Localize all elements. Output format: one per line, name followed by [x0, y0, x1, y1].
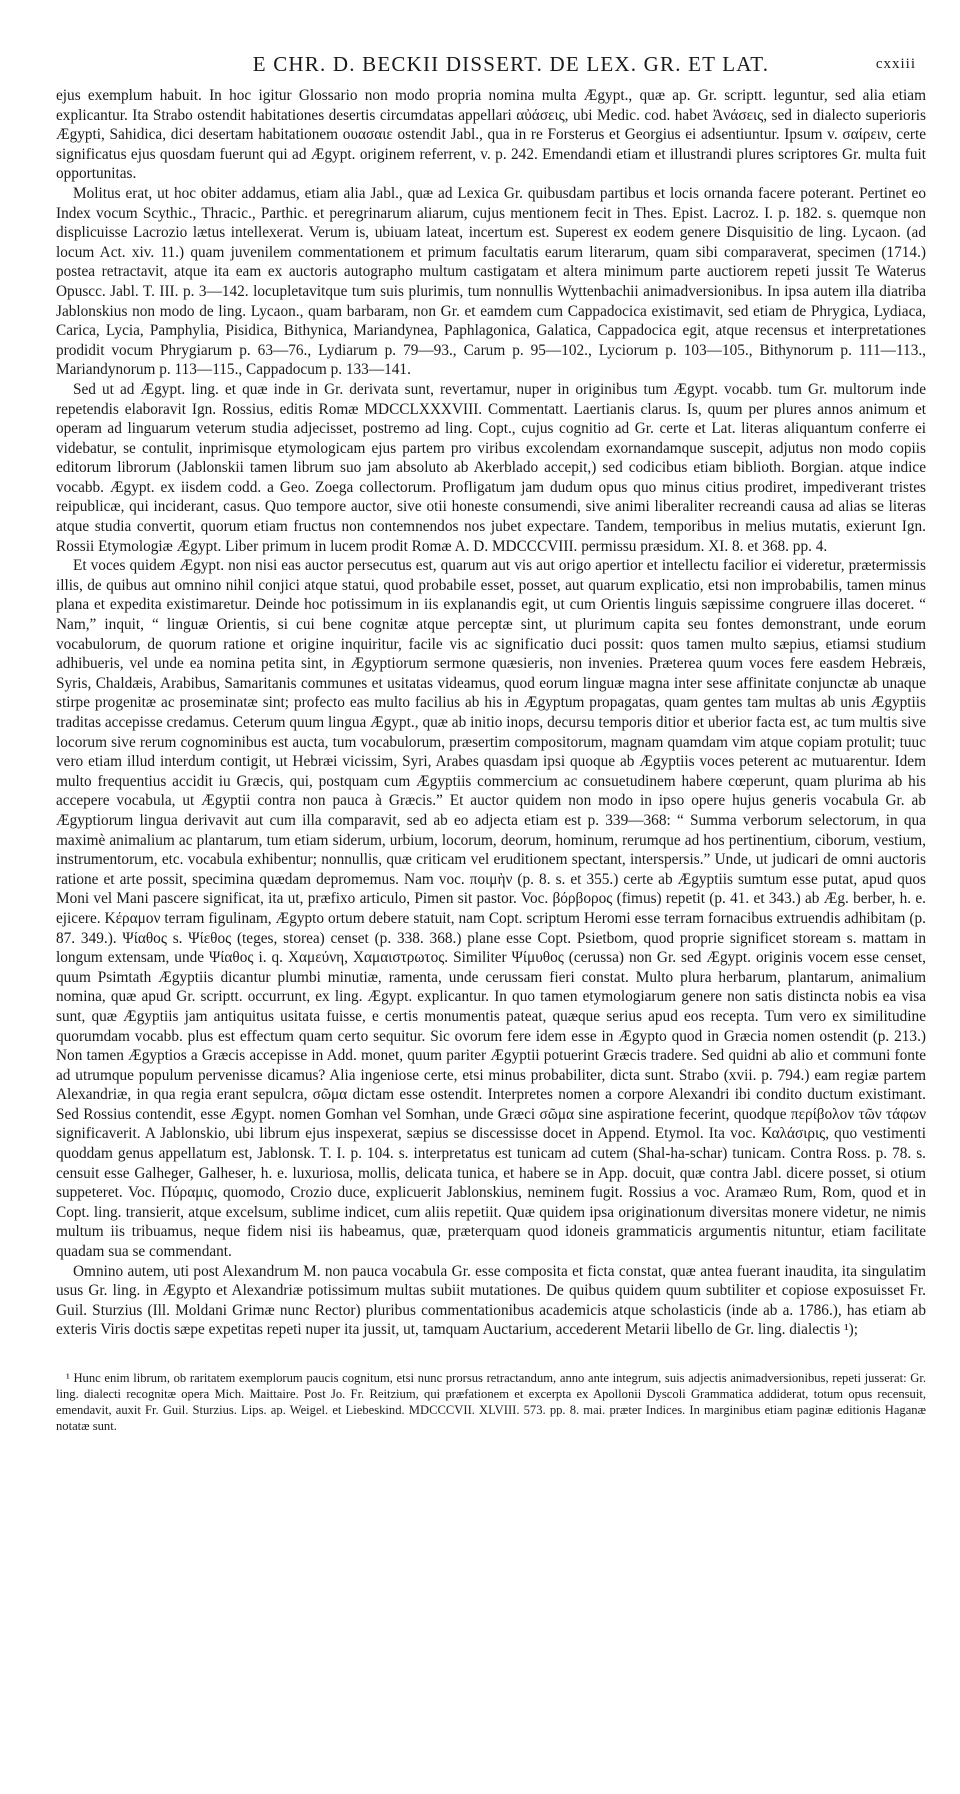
paragraph-4: Et voces quidem Ægypt. non nisi eas auctor persecutus est, quarum aut vis aut origo apertior et intellectu facilior ei videretur, prætermissis illis, de quibus aut omnino nihil conjici atque statui, quod probabile esset, posset, aut quarum explicatio, etsi non improbabilis, tamen minus plana et expedita existimaretur. Deinde hoc potissimum in iis explanandis egit, ut cum Orientis linguis sæpissime congruere illas doceret. “ Nam,” inquit, “ linguæ Orientis, si cui bene cognitæ atque perceptæ sint, ut plurimum capita seu fontes demonstrant, unde eorum vocabulorum, de quorum ratione et origine inquiritur, facile vis ac significatio duci possit: quos tamen multo sæpius, etiamsi studium adhibueris, vel unde ea nomina petita sint, in Ægyptiorum sermone quæsieris, non invenies. Præterea quum voces fere easdem Hebræis, Syris, Chaldæis, Arabibus, Samaritanis communes et usitatas videamus, quod eorum linguæ magna inter sese affinitate conjunctæ ab unaque stirpe progenitæ ac proseminatæ sint; profecto eas multo facilius ab his in Ægyptum propagatas, quam gentes tam multas ab unis Ægyptiis traditas accepisse credamus. Ceterum quum lingua Ægypt., quæ ab initio inops, decursu temporis ditior et uberior facta est, ac tum multis sive locorum sive rerum cognominibus est aucta, tum vocabulorum, præsertim compositorum, magnam quamdam vim atque copiam protulit; tuuc vero etiam illud interdum contigit, ut Hebræi vicissim, Syri, Arabes quasdam ipsi quoque ab Ægyptiis voces peterent ac mutuarentur. Idem multo frequentius accidit iu Græcis, qui, postquam cum Ægyptiis commercium ac consuetudinem habere cœperunt, quam plurima ab his accepere vocabula, ut Ægyptii contra non pauca à Græcis.” Et auctor quidem non modo in ipso opere hujus generis vocabula Gr. ab Ægyptiorum lingua derivavit aut cum illa comparavit, sed ab eo adjecta etiam est p. 339—368: “ Summa verborum selectorum, in qua maximè animalium ac plantarum, tum etiam siderum, urbium, locorum, deorum, hominum, rerumque ad hos pertinentium, ciborum, vestium, instrumentorum, etc. vocabula exhibentur; nonnullis, quæ criticam vel eruditionem spectant, interspersis.” Unde, ut judicari de omni auctoris ratione et arte possit, specimina quædam depromemus. Nam voc. ποιμὴν (p. 8. s. et 355.) certe ab Ægyptiis sumtum esse putat, apud quos Moni vel Mani pascere significat, ita ut, præfixo articulo, Pimen sit pastor. Voc. βόρβορος (fimus) repetit (p. 41. et 343.) ab Æg. berber, h. e. ejicere. Κέραμον terram figulinam, Ægypto ortum debere statuit, nam Copt. scriptum Heromi esse terram fornacibus extruendis adhibitam (p. 87. 349.). Ψίαθος s. Ψίεθος (teges, storea) censet (p. 338. 368.) plane esse Copt. Psietbom, quod proprie significet stoream s. mattam in longum extensam, unde Ψίαθος i. q. Χαμεύνη, Χαμαιστρωτος. Similiter Ψίμυθος (cerussa) non Gr. sed Ægypt. originis vocem esse censet, quum Psimtath Ægyptiis dicantur plumbi minutiæ, ramenta, unde cerussam fieri constat. Multo plura herbarum, plantarum, animalium nomina, quæ apud Gr. scriptt. occurrunt, ex ling. Ægypt. explicantur. In quo tamen etymologiarum genere non satis distincta nobis ea visa sunt, quæ Ægyptiis jam antiquitus usitata fuisse, e certis monumentis pateat, quæque serius apud eos recepta. Tum vero ex similitudine quorumdam vocabb. plus est effectum quam certo sequitur. Sic ovorum fere idem esse in Ægypto quod in Græcia nomen ostendit (p. 213.) Non tamen Ægyptios a Græcis accepisse in Add. monet, quum pariter Ægyptii potuerint Græcis tradere. Sed quidni ab alio et communi fonte ad utrumque populum pervenisse dicamus? Alia ingeniose certe, etsi minus probabiliter, dicta sunt. Strabo (xvii. p. 794.) eam regiæ partem Alexandriæ, in qua regia erant sepulcra, σῶμα dictam esse ostendit. Interpretes nomen a corpore Alexandri ibi condito ductum existimant. Sed Rossius contendit, esse Ægypt. nomen Gomhan vel Somhan, unde Græci σῶμα sine aspiratione fecerint, quodque περίβολον τῶν τάφων significaverit. A Jablonskio, ubi librum ejus inspexerat, sæpius se discessisse docet in Append. Etymol. Ita voc. Καλάσιρις, quo vestimenti quoddam genus appellatum est, Jablonsk. T. I. p. 104. s. interpretatus est tunicam ad cutem (Shal-ha-schar) tunicam. Contra Ross. p. 78. s. censuit esse Galheger, Galheser, h. e. luxuriosa, mollis, delicata tunica, et habere se in App. docuit, quæ contra Jabl. dicere posset, si otium suppeteret. Voc. Πύραμις, quomodo, Crozio duce, explicuerit Jablonskius, neminem fugit. Rossius a voc. Aramæo Rum, Rom, quod et in Copt. ling. transierit, atque excelsum, sublime indicet, cum aliis repetiit. Quæ quidem ipsa originationum diversitas monere videtur, ne nimis multum iis tribuamus, neque fidem nisi iis habeamus, quæ, præterquam quod idoneis grammaticis argumentis nituntur, etiam facilitate quadam sua se commendant.: [56, 557, 926, 1261]
body-text: [56, 86, 926, 1340]
page-number: cxxiii: [875, 56, 916, 72]
paragraph-5: Omnino autem, uti post Alexandrum M. non pauca vocabula Gr. esse composita et ficta constat, quæ antea fuerant inaudita, ita singulatim usus Gr. ling. in Ægypto et Alexandriæ potissimum multas subiit mutationes. De quibus quidem quum subtiliter et copiose exposuisset Fr. Guil. Sturzius (Ill. Moldani Grimæ nunc Rector) pluribus commentationibus academicis atque scholasticis (inde ab a. 1786.), has etiam ab exteris Viris doctis sæpe expetitas repeti nuper ita jussit, ut, tamquam Auctarium, accederent Metarii libello de Gr. ling. dialectis ¹);: [56, 1262, 926, 1339]
paragraph-1: ejus exemplum habuit. In hoc igitur Glossario non modo propria nomina multa Ægypt., quæ ap. Gr. scriptt. leguntur, sed alia etiam explicantur. Ita Strabo ostendit habitationes desertis circumdatas appellari αὐάσεις, ubi Medic. cod. habet Ἀνάσεις, sed in dialecto superioris Ægypti, Sahidica, dici desertam habitationem ουασαιε ostendit Jabl., qua in re Forsterus et Georgius ei adsentiuntur. Ipsum v. σαίρειν, certe significatus ejus quosdam fuerunt qui ad Ægypt. originem referrent, v. p. 242. Emendandi etiam et illustrandi plures scriptores Gr. multa fuit opportunitas.: [56, 87, 926, 183]
running-head: [56, 52, 926, 86]
running-title: E CHR. D. BECKII DISSERT. DE LEX. GR. ET LAT.: [252, 52, 770, 76]
paragraph-3: Sed ut ad Ægypt. ling. et quæ inde in Gr. derivata sunt, revertamur, nuper in originibus tum Ægypt. vocabb. tum Gr. multorum inde repetendis elaboravit Ign. Rossius, editis Romæ MDCCLXXXVIII. Commentatt. Laertianis clarus. Is, quum per plures annos animum et operam ad linguarum veterum studia adjecisset, postremo ad ling. Copt., cujus cognitio ad Gr. certe et Lat. literas aliquantum conferre ei videbatur, se contulit, inprimisque etymologicam ejus partem pro viribus excolendam exornandamque suscepit, adjutus non modo copiis editorum librorum (Jablonskii tamen librum suo jam absoluto ab Akerblado accepit,) sed codicibus etiam biblioth. Borgian. atque indice vocabb. Ægypt. ex iisdem codd. a Geo. Zoega collectorum. Profligatum jam dudum opus quo minus citius prodiret, impediverant tristes reipublicæ, qui inciderant, casus. Quo tempore auctor, sive otii honeste consumendi, sive animi liberaliter recreandi causa ad alias se literas atque studia convertit, quorum etiam fructus non contemnendos nos jubet expectare. Tandem, temporibus in melius mutatis, exierunt Ign. Rossii Etymologiæ Ægypt. Liber primum in lucem prodit Romæ A. D. MDCCCVIII. permissu præsidum. XI. 8. et 368. pp. 4.: [56, 380, 926, 555]
paragraph-2: Molitus erat, ut hoc obiter addamus, etiam alia Jabl., quæ ad Lexica Gr. quibusdam partibus et locis ornanda facere poterant. Pertinet eo Index vocum Scythic., Thracic., Parthic. et peregrinarum aliarum, cujus mentionem fecit in Thes. Epist. Lacroz. I. p. 182. s. quemque non displicuisse Lacrozio lætus intellexerat. Verum is, ubiuam lateat, incertum est. Superest ex eodem genere Disquisitio de ling. Lycaon. (ad locum Act. xiv. 11.) quam juvenilem commentationem et primum facultatis earum literarum, quam sibi comparaverat, specimen (1714.) postea retractavit, atque ita eam ex auctoris autographo multum castigatam et altera minimum parte auctiorem repeti jussit Te Waterus Opuscc. Jabl. T. III. p. 3—142. locupletavitque tum suis plurimis, tum nonnullis Wyttenbachii animadversionibus. In ipsa autem illa diatriba Jablonskius non modo de ling. Lycaon., quam barbaram, non Gr. et eamdem cum Cappadocica existimavit, sed etiam de Phrygica, Lydiaca, Carica, Lycia, Pamphylia, Pisidica, Bithynica, Mariandynea, Paphlagonica, Galatica, Cappadocica egit, atque recensus et interpretationes prodidit vocum Phrygiarum p. 63—76., Lydiarum p. 79—93., Carum p. 95—102., Lyciorum p. 103—105., Bithynorum p. 111—113., Mariandynorum p. 113—115., Cappadocum p. 133—141.: [56, 184, 926, 379]
footnote: ¹ Hunc enim librum, ob raritatem exemplorum paucis cognitum, etsi nunc prorsus retractandum, anno ante integrum, suis adjectis animadversionibus, repeti jusserat: Gr. ling. dialecti recognitæ opera Mich. Maittaire. Post Jo. Fr. Reitzium, qui præfationem et excerpta ex Apollonii Dyscoli Grammatica addiderat, totum opus recensuit, emendavit, auxit Fr. Guil. Sturzius. Lips. ap. Weigel. et Liebeskind. MDCCCVII. XLVIII. 573. pp. 8. mai. præter Indices. In marginibus etiam paginæ editionis Haganæ notatæ sunt.: [56, 1371, 926, 1433]
